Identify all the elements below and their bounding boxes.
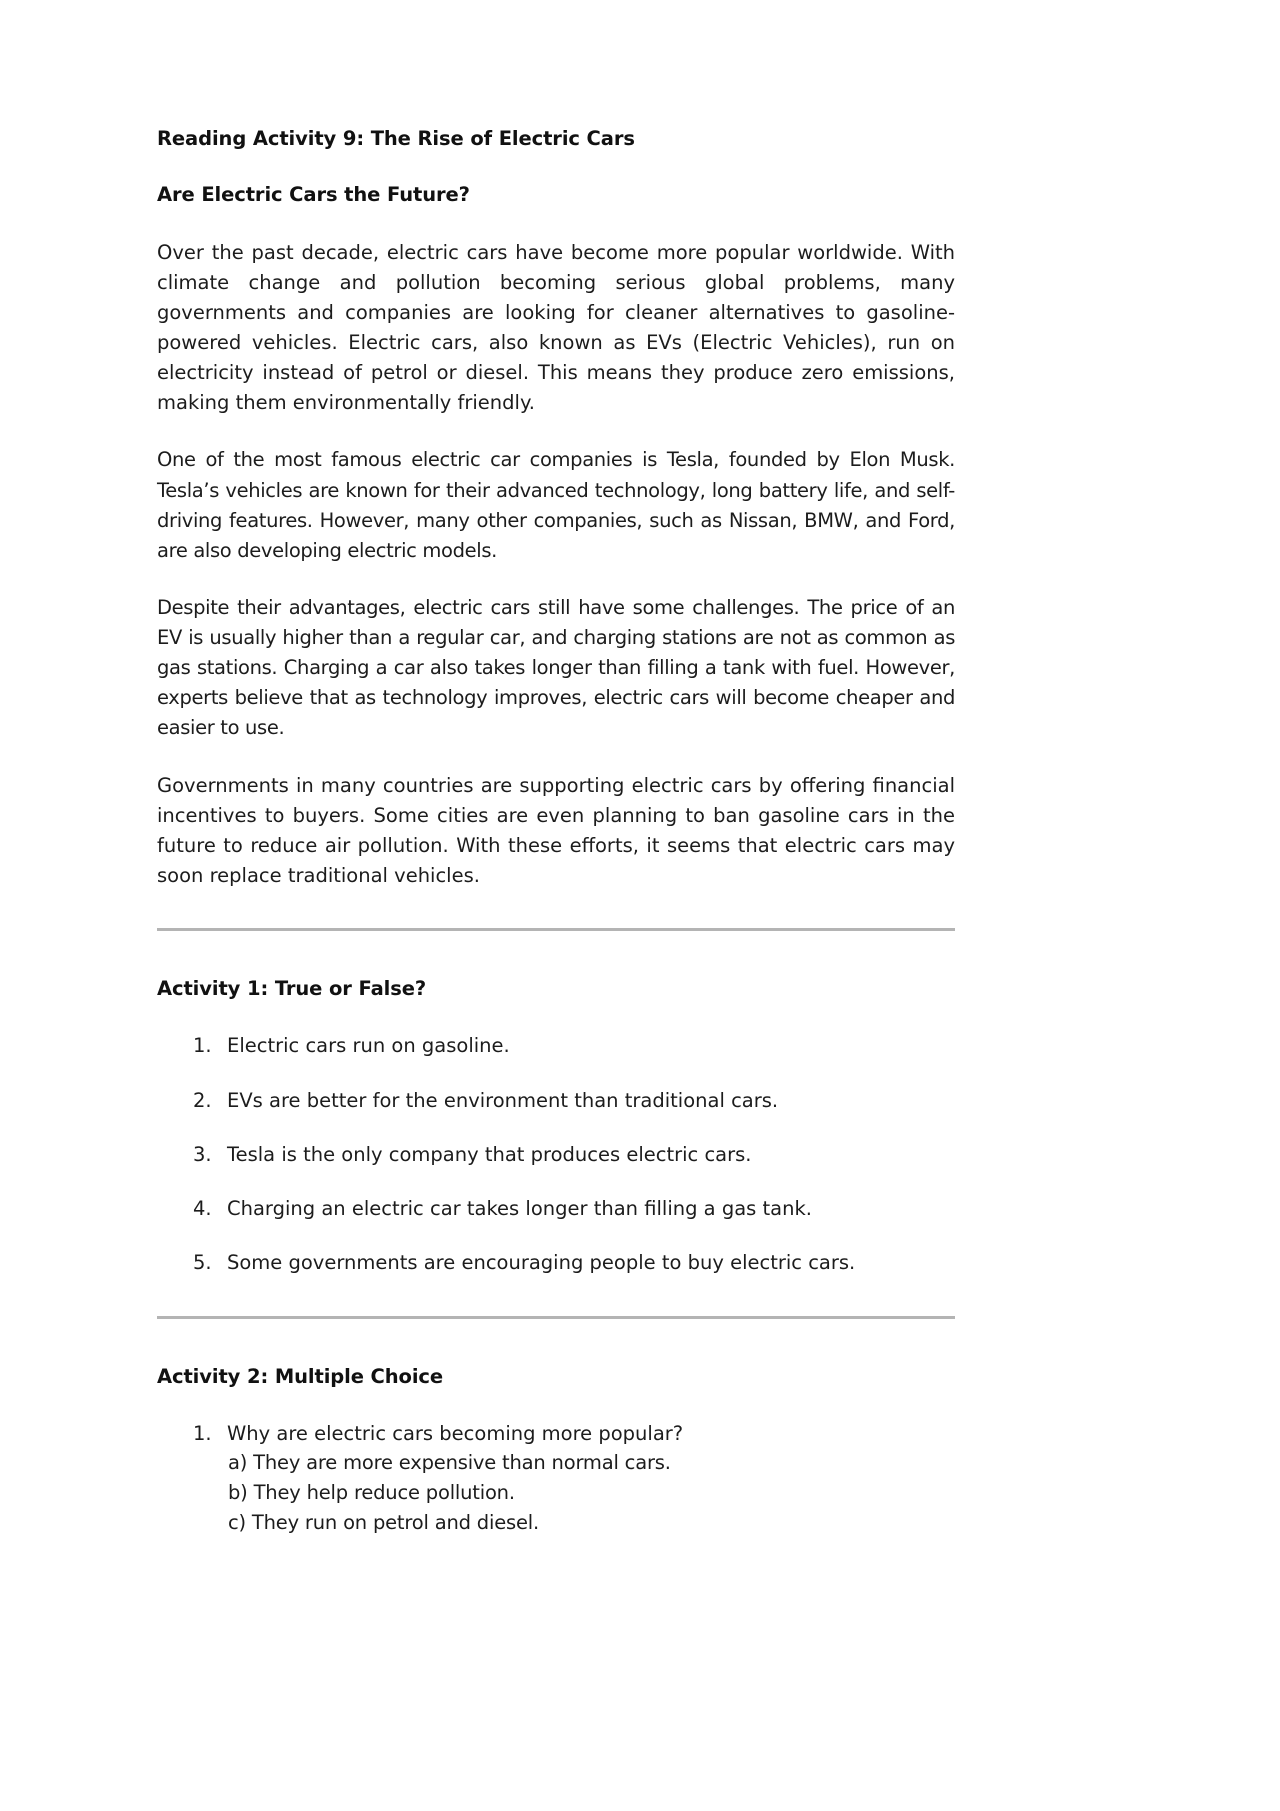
list-item[interactable] bbox=[157, 1141, 955, 1169]
list-item-number: 2. bbox=[193, 1088, 212, 1112]
article-paragraph-1: Over the past decade, electric cars have become more popular worldwide. With climate change and pollution becoming serious global problems, many governments and companies are looking for cleaner alternatives to gasoline-powered vehicles. Electric cars, also known as EVs (Electric Vehicles), run on electricity instead of petrol or diesel. This means they produce zero emissions, making them environmentally friendly. bbox=[157, 240, 955, 415]
article-paragraph-4: Governments in many countries are supporting electric cars by offering financial incentives to buyers. Some cities are even planning to ban gasoline cars in the future to reduce air pollution. With these efforts, it seems that electric cars may soon replace traditional vehicles. bbox=[157, 773, 955, 887]
activity-2-list bbox=[157, 1420, 955, 1538]
list-item-number: 3. bbox=[193, 1142, 212, 1166]
spacer bbox=[157, 1319, 955, 1364]
activity-2-heading: Activity 2: Multiple Choice bbox=[157, 1364, 444, 1388]
list-item[interactable] bbox=[157, 1032, 955, 1060]
article-paragraph-2: One of the most famous electric car companies is Tesla, founded by Elon Musk. Tesla’s vehicles are known for their advanced technology, long battery life, and self-driving features. However, many other companies, such as Nissan, BMW, and Ford, are also developing electric models. bbox=[157, 448, 955, 562]
choice-option-c[interactable]: c) They run on petrol and diesel. bbox=[228, 1510, 539, 1534]
activity-1-heading: Activity 1: True or False? bbox=[157, 977, 427, 1000]
list-item-label: Some governments are encouraging people to buy electric cars. bbox=[227, 1251, 856, 1275]
page-title: Reading Activity 9: The Rise of Electric Cars bbox=[157, 127, 635, 150]
document-content bbox=[157, 126, 955, 1538]
choice-option-a[interactable]: a) They are more expensive than normal cars. bbox=[228, 1451, 671, 1475]
list-item[interactable] bbox=[157, 1087, 955, 1115]
list-item-number: 5. bbox=[193, 1251, 212, 1275]
list-item-number: 1. bbox=[193, 1421, 212, 1445]
article-paragraph-3: Despite their advantages, electric cars still have some challenges. The price of an EV is usually higher than a regular car, and charging stations are not as common as gas stations. Charging a car also takes longer than filling a tank with fuel. However, experts believe that as technology improves, electric cars will become cheaper and easier to use. bbox=[157, 595, 955, 740]
question-stem: Why are electric cars becoming more popular? bbox=[227, 1421, 684, 1445]
list-item-number: 1. bbox=[193, 1034, 212, 1058]
list-item-label: EVs are better for the environment than traditional cars. bbox=[227, 1088, 779, 1112]
activity-1-list bbox=[157, 1032, 955, 1277]
spacer bbox=[157, 931, 955, 976]
list-item-label: Electric cars run on gasoline. bbox=[227, 1034, 510, 1058]
list-item[interactable] bbox=[157, 1249, 955, 1277]
spacer bbox=[157, 1278, 955, 1316]
list-item-label: Charging an electric car takes longer than filling a gas tank. bbox=[227, 1197, 812, 1221]
list-item[interactable] bbox=[157, 1195, 955, 1223]
spacer bbox=[157, 918, 955, 928]
article-subtitle: Are Electric Cars the Future? bbox=[157, 183, 470, 207]
list-item-label: Tesla is the only company that produces electric cars. bbox=[227, 1142, 752, 1166]
list-item[interactable] bbox=[157, 1420, 955, 1538]
choice-option-b[interactable]: b) They help reduce pollution. bbox=[228, 1481, 515, 1505]
list-item-number: 4. bbox=[193, 1197, 212, 1221]
choice-group bbox=[227, 1448, 955, 1537]
